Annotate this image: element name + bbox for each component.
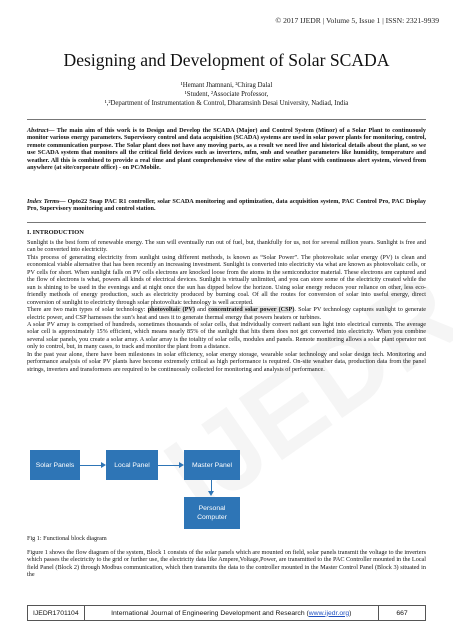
intro-paragraph-4: In the past year alone, there have been milestones in solar efficiency, solar energy storage, wearable solar technology and solar design tech. Monitoring and performance analysis of solar PV plants have become extremely critical as high performance is required. On-site weather data, production data from the panel strings, inverters and transformers are required to be continuously collected for monitoring and analysis of performance.: [27, 350, 426, 373]
figure-caption: Fig 1: Functional block diagram: [27, 535, 107, 542]
index-terms-text: Opto22 Snap PAC R1 controller, solar SCADA monitoring and optimization, data acquisition system, PAC Control Pro, PAC Display Pro, Supervisory monitoring and control station.: [27, 198, 427, 213]
page-footer: [27, 605, 426, 621]
index-terms: [27, 198, 426, 213]
page-number: 667: [379, 606, 426, 620]
journal-header-citation: © 2017 IJEDR | Volume 5, Issue 1 | ISSN: 2321-9939: [275, 16, 439, 25]
affiliation-line: ¹,²Department of Instrumentation & Control, Dharamsinh Desai University, Nadiad, India: [104, 100, 349, 107]
author-block: [0, 81, 453, 108]
block-solar-panels: Solar Panels: [30, 450, 80, 480]
abstract-lead: Abstract—: [27, 127, 55, 134]
block-master-panel: Master Panel: [184, 450, 240, 480]
intro-p2-pre: There are two main types of solar technology:: [27, 306, 148, 314]
footer-journal-suffix: ): [349, 609, 352, 617]
footer-journal-prefix: International Journal of Engineering Development and Research (: [111, 609, 309, 617]
index-terms-lead: Index Terms—: [27, 198, 66, 205]
block-local-panel: Local Panel: [106, 450, 158, 480]
footer-paper-id: IJEDR1701104: [27, 606, 85, 620]
arrow-master-to-pc: [211, 480, 212, 491]
section-divider: [27, 222, 426, 223]
intro-paragraph-1a: Sunlight is the best form of renewable energy. The sun will eventually run out of fuel, but, thankfully for us, not for several million years. Sunlight is free and can be converted into electricity.: [27, 239, 426, 254]
intro-p2-post: . Solar PV technology captures sunlight to generate electric power, and CSP harnesses the sun’s heat and uses it to generate thermal energy that powers heaters or turbines.: [27, 306, 427, 321]
arrow-solar-to-local: [80, 465, 101, 466]
block-personal-computer: Personal Computer: [184, 497, 240, 529]
term-pv: photovoltaic (PV): [147, 306, 195, 314]
introduction-heading: I. INTRODUCTION: [27, 229, 84, 236]
figure-description-text: Figure 1 shows the flow diagram of the system, Block 1 consists of the solar panels which are mounted on field, solar panels transmit the voltage to the inverters which passes the electricity to the grid or further use, the electricity data like Ampere,Voltage,Power, are transmitted to the PAC Controller mounted in the Local field Panel (Block 2) through Modbus communication, which then transmits the data to the controller mounted in the Master Control Panel (Block 3) situated in the: [27, 549, 426, 579]
functional-block-diagram: [27, 448, 277, 532]
intro-p2-and: and: [194, 306, 209, 314]
abstract-text: The main aim of this work is to Design and Develop the SCADA (Major) and Control System (Minor) of a Solar Plant to continuously monitor various energy parameters. Supervisory control and data acquisition (SCADA) systems are used in solar power plants for monitoring, control, remote communication purpose. The Solar plant does not have any moving parts, as a result we need live and historical details about the plant, so we use SCADA system that monitors all the critical field devices such as inverters, mfm, smb and weather parameters like humidity, temperature and weather. All this is combined to provide a real time and plant comprehensive view of the entire solar plant with continuous alert system, viewed from anywhere (at site/corporate office) - on PC/Mobile.: [27, 127, 426, 172]
figure-description: [27, 549, 426, 579]
footer-journal: [85, 606, 379, 620]
top-divider: [27, 119, 426, 120]
term-csp: concentrated solar power (CSP): [208, 306, 295, 314]
intro-paragraph-3: A solar PV array is comprised of hundreds, sometimes thousands of solar cells, that individually convert radiant sun light into electrical currents. The average solar cell is approximately 15% efficient, which means nearly 85% of the sunlight that hits them does not get converted into electricity. When you combine several solar panels, you create a solar array. A solar array is the totality of solar cells, modules and panels. Remote monitoring allows a solar plant operator not only to control, but, in many cases, to track and monitor the plant from a distance.: [27, 320, 426, 351]
paper-title: Designing and Development of Solar SCADA: [63, 50, 390, 70]
journal-website-link[interactable]: www.ijedr.org: [308, 609, 350, 617]
authors-line: ¹Hemant Jhamnani, ²Chirag Dalal: [180, 82, 273, 89]
arrow-local-to-master: [158, 465, 179, 466]
roles-line: ¹Student, ²Associate Professor,: [184, 91, 269, 98]
abstract: [27, 127, 426, 172]
intro-paragraph-1b: This process of generating electricity from sunlight using different methods, is known as “Solar Power”. The photovoltaic solar energy (PV) is clean and economical viable alternative that has been recently an increasing investment. Sunlight is converted into electricity via what are known as photovoltaic cells, or PV cells for short. When sunlight falls on PV cells electrons are knocked loose from the atoms in the semiconductor material. These electrons are captured and the flow of electrons is what, powers all kinds of electrical devices. Sunlight is virtually unlimited, and you can store some of the electricity created while the sun is shining to be used in the evenings and at night once the sun has dipped below the horizon. Using solar energy reduces your reliance on other, less eco-friendly methods of energy production, such as electricity produced by burning coal. Of all the routes for conversion of solar into useful energy, direct conversion of sunlight to electricity through solar photovoltaic technology is well accepted.: [27, 253, 426, 306]
